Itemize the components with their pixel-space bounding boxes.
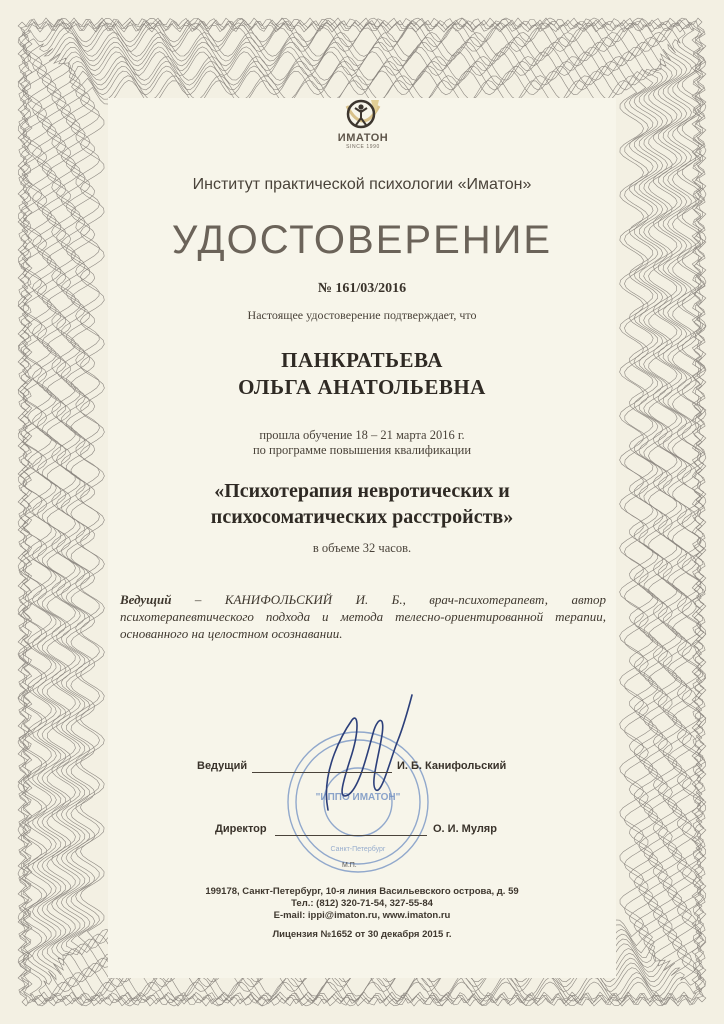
footer-contacts: E-mail: ippi@imaton.ru, www.imaton.ru [273, 910, 451, 921]
person-figure-logo-icon [341, 96, 385, 134]
footer-license: Лицензия №1652 от 30 декабря 2015 г. [272, 929, 452, 940]
training-info [100, 428, 624, 458]
program-title-line2: психосоматических расстройств» [210, 506, 514, 528]
lead-label: Ведущий [120, 592, 172, 607]
lead-description-text: – КАНИФОЛЬСКИЙ И. Б., врач-психотерапевт, автор психотерапевтического подхода и метода телесно-ориентированной терапии, основанного на целостном осознавании. [120, 592, 606, 641]
course-volume: в объеме 32 часов. [312, 541, 412, 555]
logo-since: SINCE 1990 [346, 144, 380, 150]
confirmation-text: Настоящее удостоверение подтверждает, что [247, 308, 477, 322]
lead-description [120, 591, 606, 642]
training-program-type: по программе повышения квалификации [252, 443, 472, 457]
institute-name: Институт практической психологии «Иматон» [192, 176, 532, 193]
lead-signature-role: Ведущий [197, 760, 248, 772]
recipient-name [100, 347, 624, 401]
director-signature-line [275, 835, 427, 836]
lead-signature-name: И. Б. Канифольский [397, 760, 507, 772]
footer-address: 199178, Санкт-Петербург, 10-я линия Васильевского острова, д. 59 [205, 886, 519, 897]
footer-phone: Тел.: (812) 320-71-54, 327-55-84 [291, 898, 433, 909]
recipient-surname: ПАНКРАТЬЕВА [281, 348, 443, 372]
lead-signature-line [252, 772, 392, 773]
imaton-logo [318, 96, 408, 160]
document-title: УДОСТОВЕРЕНИЕ [171, 218, 553, 262]
logo-brand: ИМАТОН [337, 132, 389, 144]
certificate-number: № 161/03/2016 [317, 281, 407, 296]
stamp-city: Санкт-Петербург [330, 846, 386, 853]
director-signature-role: Директор [215, 823, 267, 835]
program-title-line1: «Психотерапия невротических и [214, 480, 510, 502]
director-signature-name: О. И. Муляр [433, 823, 497, 835]
stamp-place-mark: М.П. [342, 862, 357, 869]
recipient-given-names: ОЛЬГА АНАТОЛЬЕВНА [238, 375, 486, 399]
program-title [100, 478, 624, 530]
training-dates: прошла обучение 18 – 21 марта 2016 г. [259, 428, 465, 442]
stamp-center-text: "ИППО ИМАТОН" [315, 792, 401, 803]
